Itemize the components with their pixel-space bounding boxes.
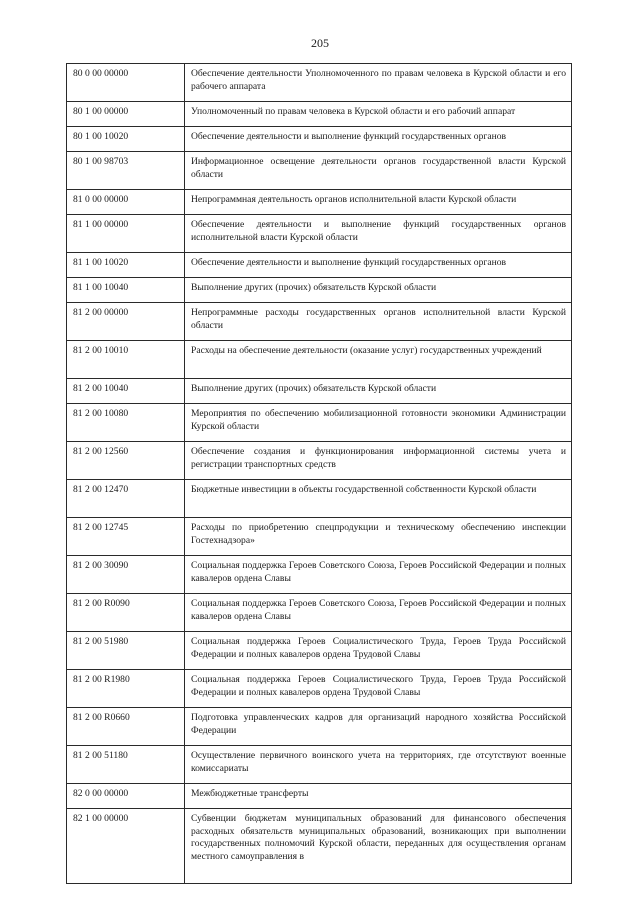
row-code: 81 2 00 12560 (67, 442, 185, 480)
table-row (67, 556, 572, 594)
table-row (67, 784, 572, 809)
row-description: Расходы на обеспечение деятельности (оказание услуг) государственных учреждений (185, 341, 572, 379)
row-code: 81 2 00 51180 (67, 746, 185, 784)
table-row (67, 809, 572, 884)
row-description: Осуществление первичного воинского учета на территориях, где отсутствуют военные комиссариаты (185, 746, 572, 784)
table-row (67, 253, 572, 278)
table-row (67, 102, 572, 127)
row-code: 80 0 00 00000 (67, 64, 185, 102)
budget-code-table (66, 63, 572, 884)
row-description: Непрограммные расходы государственных органов исполнительной власти Курской области (185, 303, 572, 341)
row-description: Обеспечение деятельности Уполномоченного по правам человека в Курской области и его рабочего аппарата (185, 64, 572, 102)
page-number: 205 (311, 36, 329, 50)
table-row (67, 670, 572, 708)
row-description: Выполнение других (прочих) обязательств Курской области (185, 379, 572, 404)
row-code: 81 0 00 00000 (67, 190, 185, 215)
table-row (67, 127, 572, 152)
table-row (67, 404, 572, 442)
table-row (67, 379, 572, 404)
row-description: Социальная поддержка Героев Советского Союза, Героев Российской Федерации и полных кавалеров ордена Славы (185, 556, 572, 594)
row-code: 81 2 00 12745 (67, 518, 185, 556)
row-description: Социальная поддержка Героев Советского Союза, Героев Российской Федерации и полных кавалеров ордена Славы (185, 594, 572, 632)
row-code: 81 1 00 00000 (67, 215, 185, 253)
table-row (67, 708, 572, 746)
table-row (67, 64, 572, 102)
row-description: Обеспечение создания и функционирования информационной системы учета и регистрации транспортных средств (185, 442, 572, 480)
row-description: Выполнение других (прочих) обязательств Курской области (185, 278, 572, 303)
row-code: 81 2 00 10080 (67, 404, 185, 442)
row-description: Мероприятия по обеспечению мобилизационной готовности экономики Администрации Курской области (185, 404, 572, 442)
row-code: 80 1 00 98703 (67, 152, 185, 190)
table-row (67, 632, 572, 670)
row-description: Информационное освещение деятельности органов государственной власти Курской области (185, 152, 572, 190)
table-row (67, 594, 572, 632)
row-description: Расходы по приобретению спецпродукции и техническому обеспечению инспекции Гостехнадзора» (185, 518, 572, 556)
row-code: 80 1 00 10020 (67, 127, 185, 152)
table-row (67, 152, 572, 190)
table-row (67, 442, 572, 480)
table-row (67, 215, 572, 253)
row-code: 81 2 00 R0660 (67, 708, 185, 746)
row-code: 82 1 00 00000 (67, 809, 185, 884)
table-row (67, 341, 572, 379)
row-description: Подготовка управленческих кадров для организаций народного хозяйства Российской Федерации (185, 708, 572, 746)
row-code: 81 2 00 00000 (67, 303, 185, 341)
table-row (67, 746, 572, 784)
table-body (67, 64, 572, 884)
row-description: Межбюджетные трансферты (185, 784, 572, 809)
row-code: 81 1 00 10040 (67, 278, 185, 303)
row-code: 81 2 00 R0090 (67, 594, 185, 632)
row-code: 81 2 00 10040 (67, 379, 185, 404)
row-code: 81 2 00 30090 (67, 556, 185, 594)
table-row (67, 278, 572, 303)
table-row (67, 303, 572, 341)
row-description: Непрограммная деятельность органов исполнительной власти Курской области (185, 190, 572, 215)
table-row (67, 518, 572, 556)
row-code: 81 1 00 10020 (67, 253, 185, 278)
table-row (67, 190, 572, 215)
table-row (67, 480, 572, 518)
row-code: 81 2 00 51980 (67, 632, 185, 670)
row-description: Бюджетные инвестиции в объекты государственной собственности Курской области (185, 480, 572, 518)
row-description: Уполномоченный по правам человека в Курской области и его рабочий аппарат (185, 102, 572, 127)
row-description: Субвенции бюджетам муниципальных образований для финансового обеспечения расходных обязательств муниципальных образований, возникающих при выполнении государственных полномочий Курской области, переданных для осуществления органам местного самоуправления в (185, 809, 572, 884)
row-description: Обеспечение деятельности и выполнение функций государственных органов исполнительной власти Курской области (185, 215, 572, 253)
row-code: 80 1 00 00000 (67, 102, 185, 127)
row-description: Обеспечение деятельности и выполнение функций государственных органов (185, 253, 572, 278)
row-description: Обеспечение деятельности и выполнение функций государственных органов (185, 127, 572, 152)
row-code: 82 0 00 00000 (67, 784, 185, 809)
row-code: 81 2 00 10010 (67, 341, 185, 379)
row-description: Социальная поддержка Героев Социалистического Труда, Героев Труда Российской Федерации и полных кавалеров ордена Трудовой Славы (185, 670, 572, 708)
row-description: Социальная поддержка Героев Социалистического Труда, Героев Труда Российской Федерации и полных кавалеров ордена Трудовой Славы (185, 632, 572, 670)
row-code: 81 2 00 R1980 (67, 670, 185, 708)
row-code: 81 2 00 12470 (67, 480, 185, 518)
